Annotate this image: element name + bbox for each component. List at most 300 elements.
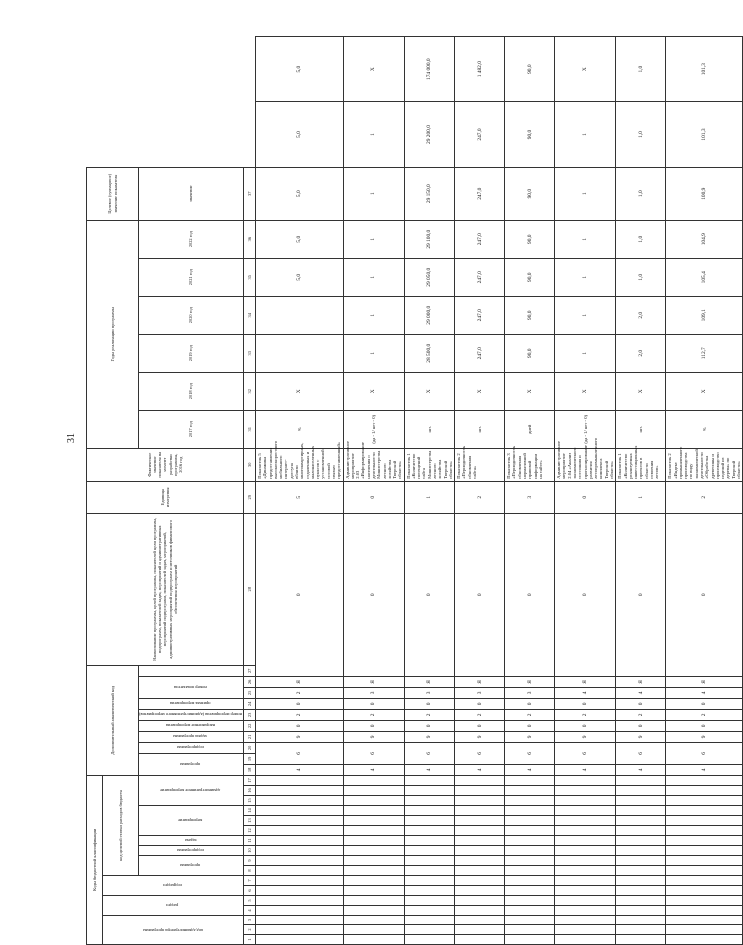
row-target: 174 000,0 bbox=[404, 37, 455, 102]
row-unit: % bbox=[666, 410, 743, 448]
budget-code-cell bbox=[256, 876, 344, 886]
analytic-code-cell: 9 bbox=[455, 731, 505, 742]
budget-code-cell bbox=[455, 816, 505, 826]
analytic-code-cell: 6 bbox=[666, 742, 743, 764]
analytic-code-cell: 9 bbox=[666, 731, 743, 742]
budget-code-cell bbox=[256, 806, 344, 816]
row-year-value: 90,0 bbox=[505, 102, 555, 167]
budget-code-cell bbox=[666, 886, 743, 896]
row-year-value: 2,0 bbox=[616, 334, 666, 372]
analytic-code-cell: 5 bbox=[256, 481, 344, 513]
column-number-3: 3 bbox=[244, 916, 256, 925]
column-number-16: 16 bbox=[244, 786, 256, 796]
row-year-value: 1 bbox=[343, 296, 404, 334]
budget-code-cell bbox=[666, 786, 743, 796]
name-header: Наименование программы, целей программы, показателей цели программы, подпрограмм, показателей задач, мероприятий и административных мероприятий подпрограмм, показателей задач, мероприятий, административных мероприятий подпрограмм и источников финансового обеспечения мероприятий bbox=[87, 513, 244, 665]
budget-code-cell bbox=[555, 816, 616, 826]
analytic-code-cell: 0 bbox=[455, 698, 505, 709]
budget-code-cell bbox=[616, 806, 666, 816]
budget-code-cell bbox=[404, 806, 455, 816]
row-year-value: 28 500,0 bbox=[404, 334, 455, 372]
budget-code-cell bbox=[455, 836, 505, 846]
row-fact: X bbox=[343, 372, 404, 410]
program-indicator-table bbox=[86, 36, 743, 945]
budget-code-cell bbox=[343, 916, 404, 925]
budget-code-cell bbox=[404, 886, 455, 896]
budget-code-cell bbox=[505, 925, 555, 935]
row-unit: дней bbox=[505, 410, 555, 448]
analytic-code-cell: 2 bbox=[505, 709, 555, 720]
budget-code-cell bbox=[616, 906, 666, 916]
budget-code-cell bbox=[404, 925, 455, 935]
budget-code-cell bbox=[455, 856, 505, 866]
budget-code-cell bbox=[616, 775, 666, 785]
budget-code-cell bbox=[343, 856, 404, 866]
budget-code-cell bbox=[666, 876, 743, 886]
table-row bbox=[616, 37, 666, 945]
analytic-code-cell: 3 bbox=[343, 687, 404, 698]
budget-code-cell bbox=[505, 836, 555, 846]
budget-code-cell bbox=[505, 856, 555, 866]
column-number-36: 36 bbox=[244, 220, 256, 258]
budget-code-cell bbox=[555, 836, 616, 846]
budget-code-cell bbox=[256, 775, 344, 785]
column-number-11: 11 bbox=[244, 836, 256, 846]
budget-code-cell bbox=[555, 876, 616, 886]
analytic-code-cell: 1 bbox=[616, 481, 666, 513]
analytic-code-cell: 0 bbox=[555, 698, 616, 709]
d-event-direction-header: направление мероприятия bbox=[139, 720, 244, 731]
d-indicator-header: номер показателя bbox=[139, 676, 244, 698]
d-subprogram-header: подпрограмма bbox=[139, 742, 244, 753]
analytic-code-cell: 2 bbox=[455, 709, 505, 720]
row-year-value: 1 bbox=[343, 102, 404, 167]
analytic-code-cell: 2 bbox=[256, 687, 344, 698]
row-year-value: 5,0 bbox=[256, 220, 344, 258]
analytic-code-cell: 0 bbox=[505, 513, 555, 676]
budget-code-cell bbox=[455, 906, 505, 916]
table-row bbox=[666, 37, 743, 945]
analytic-code-cell: 0 bbox=[404, 720, 455, 731]
analytic-code-cell: 0 bbox=[343, 698, 404, 709]
row-unit: (да - 1/ нет - 0) bbox=[343, 410, 404, 448]
row-year-value: 112,7 bbox=[666, 334, 743, 372]
row-name: Показатель 5 «Динамика предоставления высокоскоростного мобильного интернет-доступа вблизи многоквартирных, отдаленных и малонаселенных пунктов с установленной сотовой связью предоставленный» bbox=[256, 448, 344, 481]
d-program-header: программа bbox=[139, 753, 244, 775]
budget-code-cell bbox=[455, 935, 505, 945]
target-article-header: код целевой статьи расходов бюджета bbox=[103, 775, 139, 875]
analytic-code-cell: 0 bbox=[555, 513, 616, 676]
column-number-25: 25 bbox=[244, 687, 256, 698]
analytic-code-cell: 0 bbox=[343, 513, 404, 676]
budget-code-cell bbox=[404, 846, 455, 856]
analytic-code-cell: Я bbox=[505, 676, 555, 687]
budget-code-cell bbox=[404, 906, 455, 916]
budget-code-cell bbox=[404, 836, 455, 846]
budget-code-cell bbox=[616, 846, 666, 856]
column-number-26: 26 bbox=[244, 676, 256, 687]
budget-code-cell bbox=[666, 896, 743, 906]
analytic-code-cell: 9 bbox=[616, 731, 666, 742]
analytic-code-cell: 4 bbox=[666, 687, 743, 698]
budget-code-cell bbox=[505, 786, 555, 796]
analytic-code-cell: 4 bbox=[616, 687, 666, 698]
row-year-value: 5,0 bbox=[256, 167, 344, 220]
analytic-code-cell: 2 bbox=[343, 709, 404, 720]
budget-code-cell bbox=[616, 826, 666, 836]
budget-code-cell bbox=[555, 935, 616, 945]
budget-code-cell bbox=[404, 786, 455, 796]
budget-code-cell bbox=[343, 925, 404, 935]
column-number-28: 28 bbox=[244, 513, 256, 665]
row-year-value: 1,0 bbox=[616, 220, 666, 258]
budget-code-cell bbox=[555, 866, 616, 876]
analytic-code-cell: Я bbox=[256, 676, 344, 687]
column-number-17: 17 bbox=[244, 775, 256, 785]
row-fact: X bbox=[455, 372, 505, 410]
analytic-code-cell: 6 bbox=[256, 742, 344, 764]
row-name: Административное мероприятие 2.03 «Информирование населения о деятельности Министерства лесного хозяйства Тверской области» bbox=[343, 448, 404, 481]
budget-code-cell bbox=[555, 846, 616, 856]
budget-code-cell bbox=[555, 806, 616, 816]
budget-code-cell bbox=[343, 906, 404, 916]
row-target: 1 482,0 bbox=[455, 37, 505, 102]
row-year-value: 104,9 bbox=[666, 220, 743, 258]
column-number-12: 12 bbox=[244, 826, 256, 836]
budget-code-cell bbox=[404, 916, 455, 925]
year-2020-header: 2020 год bbox=[139, 296, 244, 334]
budget-code-cell bbox=[404, 876, 455, 886]
d-event-number-header: номер мероприятия (административного мероприятия) bbox=[139, 709, 244, 720]
analytic-code-cell: 0 bbox=[666, 720, 743, 731]
analytic-code-cell: 0 bbox=[343, 720, 404, 731]
target-value-header: значение bbox=[139, 167, 244, 220]
row-fact: X bbox=[256, 372, 344, 410]
analytic-code-cell: Я bbox=[343, 676, 404, 687]
budget-code-cell bbox=[455, 775, 505, 785]
budget-code-cell bbox=[455, 925, 505, 935]
analytic-code-cell: 0 bbox=[505, 720, 555, 731]
budget-code-cell bbox=[256, 935, 344, 945]
analytic-code-cell: 9 bbox=[343, 731, 404, 742]
analytic-code-cell: 2 bbox=[666, 709, 743, 720]
column-number-30: 30 bbox=[244, 448, 256, 481]
subprogram-code-header: подпрограмма bbox=[139, 846, 244, 856]
budget-code-cell bbox=[555, 896, 616, 906]
budget-code-cell bbox=[343, 876, 404, 886]
row-year-value: 1,0 bbox=[616, 258, 666, 296]
row-year-value: 5,0 bbox=[256, 258, 344, 296]
row-year-value: 1 bbox=[343, 167, 404, 220]
row-fact: X bbox=[505, 372, 555, 410]
analytic-code-cell: 2 bbox=[616, 709, 666, 720]
budget-code-cell bbox=[666, 846, 743, 856]
row-year-value: 29 100,0 bbox=[404, 220, 455, 258]
column-number-24: 24 bbox=[244, 698, 256, 709]
analytic-code-cell: 2 bbox=[256, 709, 344, 720]
budget-code-cell bbox=[505, 906, 555, 916]
budget-code-cell bbox=[343, 836, 404, 846]
column-number-5: 5 bbox=[244, 896, 256, 906]
year-2019-header: 2019 год bbox=[139, 334, 244, 372]
extra-code-header: Дополнительный аналитический код bbox=[87, 665, 139, 775]
column-number-23: 23 bbox=[244, 709, 256, 720]
budget-code-cell bbox=[455, 896, 505, 906]
row-year-value: 29 150,0 bbox=[404, 167, 455, 220]
budget-code-cell bbox=[343, 816, 404, 826]
budget-code-cell bbox=[666, 925, 743, 935]
budget-code-cell bbox=[616, 786, 666, 796]
analytic-code-cell: 3 bbox=[455, 687, 505, 698]
budget-code-cell bbox=[616, 886, 666, 896]
analytic-code-cell: 0 bbox=[455, 513, 505, 676]
table-row bbox=[555, 37, 616, 945]
analytic-code-cell: 0 bbox=[666, 513, 743, 676]
analytic-code-cell: 0 bbox=[616, 698, 666, 709]
row-target: 5,0 bbox=[256, 37, 344, 102]
budget-code-cell bbox=[666, 866, 743, 876]
analytic-code-cell: 0 bbox=[666, 698, 743, 709]
row-year-value: 90,0 bbox=[505, 220, 555, 258]
event-code-header: мероприятие bbox=[139, 806, 244, 836]
analytic-code-cell: 6 bbox=[505, 742, 555, 764]
row-target: 1,0 bbox=[616, 37, 666, 102]
year-2021-header: 2021 год bbox=[139, 258, 244, 296]
budget-code-cell bbox=[404, 775, 455, 785]
indicator-table-sheet bbox=[86, 36, 741, 945]
budget-code-cell bbox=[343, 826, 404, 836]
analytic-code-cell: 6 bbox=[404, 742, 455, 764]
row-year-value: 247,0 bbox=[455, 102, 505, 167]
row-year-value: 109,1 bbox=[666, 296, 743, 334]
budget-code-cell bbox=[555, 856, 616, 866]
row-unit: шт. bbox=[404, 410, 455, 448]
column-number-37: 37 bbox=[244, 167, 256, 220]
column-number-27: 27 bbox=[244, 665, 256, 676]
budget-code-cell bbox=[256, 916, 344, 925]
d-admin-flag-header: признак мероприятия bbox=[139, 698, 244, 709]
row-year-value: 1,0 bbox=[616, 102, 666, 167]
row-year-value: 1 bbox=[555, 258, 616, 296]
budget-code-cell bbox=[616, 836, 666, 846]
row-unit: (да - 1/ нет - 0) bbox=[555, 410, 616, 448]
action-code-header: административное мероприятие bbox=[139, 775, 244, 805]
budget-code-cell bbox=[404, 796, 455, 806]
budget-code-cell bbox=[256, 906, 344, 916]
budget-code-cell bbox=[616, 896, 666, 906]
analytic-code-cell: 9 bbox=[505, 731, 555, 742]
budget-code-cell bbox=[616, 925, 666, 935]
row-name: Показатель 1 «Количество реализуемых инвестиционных проектов в области освоения лесов» bbox=[616, 448, 666, 481]
row-name: Показатель 1 «Количество посещений сайта Министерства лесного хозяйства Тверской области» bbox=[404, 448, 455, 481]
budget-code-cell bbox=[455, 786, 505, 796]
analytic-code-cell: Я bbox=[404, 676, 455, 687]
row-year-value: 1 bbox=[555, 102, 616, 167]
column-number-10: 10 bbox=[244, 846, 256, 856]
task-code-header: задача bbox=[139, 836, 244, 846]
row-year-value: 90,0 bbox=[505, 258, 555, 296]
analytic-code-cell: Я bbox=[455, 676, 505, 687]
column-number-20: 20 bbox=[244, 742, 256, 753]
row-unit: % bbox=[256, 410, 344, 448]
budget-code-cell bbox=[666, 836, 743, 846]
budget-code-cell bbox=[555, 796, 616, 806]
row-year-value: 100,9 bbox=[666, 167, 743, 220]
column-number-row bbox=[244, 37, 256, 945]
row-unit: шт. bbox=[616, 410, 666, 448]
budget-code-cell bbox=[256, 866, 344, 876]
analytic-code-cell: 0 bbox=[555, 720, 616, 731]
budget-code-cell bbox=[505, 846, 555, 856]
budget-code-cell bbox=[256, 925, 344, 935]
budget-code-cell bbox=[343, 796, 404, 806]
analytic-code-cell: 0 bbox=[505, 698, 555, 709]
table-row bbox=[505, 37, 555, 945]
column-number-31: 31 bbox=[244, 410, 256, 448]
budget-code-cell bbox=[555, 925, 616, 935]
program-code-header: программа bbox=[139, 856, 244, 876]
budget-code-cell bbox=[404, 856, 455, 866]
budget-code-cell bbox=[505, 896, 555, 906]
analytic-code-cell: 2 bbox=[404, 709, 455, 720]
analytic-code-cell: 9 bbox=[256, 731, 344, 742]
budget-code-cell bbox=[505, 826, 555, 836]
year-2017-header: 2017 год bbox=[139, 410, 244, 448]
analytic-code-cell: 0 bbox=[616, 720, 666, 731]
table-row bbox=[455, 37, 505, 945]
row-fact: X bbox=[616, 372, 666, 410]
budget-code-cell bbox=[505, 775, 555, 785]
analytic-code-cell: 3 bbox=[404, 687, 455, 698]
row-year-value: 90,0 bbox=[505, 334, 555, 372]
analytic-code-cell: 4 bbox=[404, 764, 455, 775]
budget-code-cell bbox=[256, 826, 344, 836]
analytic-code-cell: 4 bbox=[666, 764, 743, 775]
analytic-code-cell: 4 bbox=[555, 687, 616, 698]
row-target: X bbox=[343, 37, 404, 102]
budget-code-cell bbox=[666, 816, 743, 826]
analytic-code-cell: 3 bbox=[505, 687, 555, 698]
budget-code-cell bbox=[555, 786, 616, 796]
budget-code-cell bbox=[505, 796, 555, 806]
row-name: Административное мероприятие 2.04 «Анализ экономического состояния и прогнозирование развития лесопромышленного комплекса Тверской области» bbox=[555, 448, 616, 481]
row-year-value: 1,0 bbox=[616, 167, 666, 220]
column-number-14: 14 bbox=[244, 806, 256, 816]
budget-code-cell bbox=[555, 906, 616, 916]
analytic-code-cell: 6 bbox=[343, 742, 404, 764]
budget-code-cell bbox=[616, 816, 666, 826]
budget-code-cell bbox=[666, 935, 743, 945]
analytic-code-cell: 0 bbox=[256, 698, 344, 709]
row-year-value: 1 bbox=[555, 220, 616, 258]
row-year-value: 1 bbox=[555, 334, 616, 372]
analytic-code-cell: Я bbox=[666, 676, 743, 687]
budget-code-cell bbox=[505, 816, 555, 826]
budget-code-cell bbox=[666, 826, 743, 836]
row-year-value: 1 bbox=[343, 258, 404, 296]
budget-code-cell bbox=[343, 886, 404, 896]
budget-code-cell bbox=[505, 916, 555, 925]
unit-header: Единица измерения bbox=[87, 481, 244, 513]
budget-code-cell bbox=[616, 866, 666, 876]
budget-code-cell bbox=[616, 935, 666, 945]
column-number-9: 9 bbox=[244, 856, 256, 866]
budget-code-cell bbox=[343, 786, 404, 796]
budget-codes-header: Коды бюджетной классификации bbox=[87, 775, 103, 944]
row-year-value: 2,0 bbox=[616, 296, 666, 334]
analytic-code-cell: 4 bbox=[555, 764, 616, 775]
row-year-value: 247,0 bbox=[455, 258, 505, 296]
row-unit: шт. bbox=[455, 410, 505, 448]
row-year-value: 105,4 bbox=[666, 258, 743, 296]
row-year-value: 90,0 bbox=[505, 167, 555, 220]
budget-code-cell bbox=[455, 886, 505, 896]
budget-code-cell bbox=[555, 886, 616, 896]
table-row bbox=[343, 37, 404, 945]
budget-code-cell bbox=[256, 816, 344, 826]
subsection-header: подраздел bbox=[103, 876, 244, 896]
d-extra-blank-header bbox=[139, 665, 244, 676]
table-row bbox=[256, 37, 344, 945]
page-number: 31 bbox=[66, 433, 77, 443]
row-year-value bbox=[256, 334, 344, 372]
row-year-value: 5,0 bbox=[256, 102, 344, 167]
row-name: Показатель 2 «Периодичность обновления сайта» bbox=[455, 448, 505, 481]
column-number-18: 18 bbox=[244, 764, 256, 775]
row-year-value: 1 bbox=[343, 220, 404, 258]
analytic-code-cell: 9 bbox=[404, 731, 455, 742]
analytic-code-cell: 4 bbox=[616, 764, 666, 775]
row-year-value bbox=[256, 296, 344, 334]
budget-code-cell bbox=[455, 916, 505, 925]
row-fact: X bbox=[404, 372, 455, 410]
budget-code-cell bbox=[666, 856, 743, 866]
budget-code-cell bbox=[455, 846, 505, 856]
year-2018-header: 2018 год bbox=[139, 372, 244, 410]
budget-code-cell bbox=[616, 916, 666, 925]
budget-code-cell bbox=[256, 796, 344, 806]
analytic-code-cell: 4 bbox=[455, 764, 505, 775]
budget-code-cell bbox=[455, 876, 505, 886]
target-header: Целевое (суммарное) значение показателя bbox=[87, 167, 139, 220]
budget-code-cell bbox=[616, 796, 666, 806]
row-name: Показатель 2 «Индекс промышленного производства по виду экономической деятельности «Обработка древесины и производство изделий из дерева» по Тверской области» bbox=[666, 448, 743, 481]
analytic-code-cell: Я bbox=[555, 676, 616, 687]
d-task-number-header: задача программы bbox=[139, 731, 244, 742]
analytic-code-cell: 3 bbox=[505, 481, 555, 513]
row-year-value: 29 000,0 bbox=[404, 296, 455, 334]
column-number-34: 34 bbox=[244, 296, 256, 334]
budget-code-cell bbox=[616, 876, 666, 886]
row-target: X bbox=[555, 37, 616, 102]
analytic-code-cell: 0 bbox=[555, 481, 616, 513]
row-year-value: 247,0 bbox=[455, 334, 505, 372]
analytic-code-cell: 4 bbox=[256, 764, 344, 775]
budget-code-cell bbox=[505, 886, 555, 896]
row-year-value: 1 bbox=[555, 167, 616, 220]
years-header: Годы реализации программы bbox=[87, 220, 139, 448]
row-target: 90,0 bbox=[505, 37, 555, 102]
budget-code-cell bbox=[555, 916, 616, 925]
budget-code-cell bbox=[256, 896, 344, 906]
column-number-7: 7 bbox=[244, 876, 256, 886]
row-year-value: 101,3 bbox=[666, 102, 743, 167]
budget-code-cell bbox=[666, 906, 743, 916]
analytic-code-cell: 9 bbox=[555, 731, 616, 742]
analytic-code-cell: 0 bbox=[343, 481, 404, 513]
analytic-code-cell: 2 bbox=[555, 709, 616, 720]
budget-code-cell bbox=[256, 836, 344, 846]
